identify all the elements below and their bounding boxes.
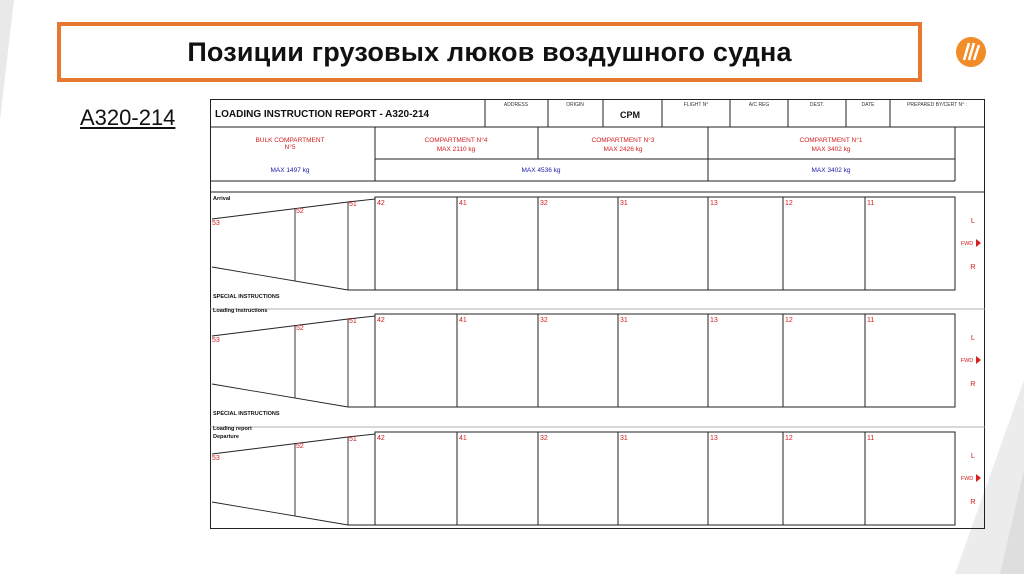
cpm-label: CPM [620, 110, 640, 120]
company-logo-icon [955, 36, 987, 68]
main-hold-outline [375, 314, 955, 407]
position-label: 52 [296, 443, 304, 450]
main-hold-outline [375, 197, 955, 290]
position-label: 11 [867, 435, 875, 442]
slide-title: Позиции грузовых люков воздушного судна [187, 36, 792, 67]
special-instructions-label: SPECIAL INSTRUCTIONS [213, 411, 280, 417]
position-label: 42 [377, 317, 385, 324]
special-instructions-label: SPECIAL INSTRUCTIONS [213, 294, 280, 300]
report-title: LOADING INSTRUCTION REPORT - A320-214 [215, 109, 430, 120]
left-side-label: L [970, 216, 976, 225]
header-field: PREPARED BY/CERT N° : [907, 102, 967, 108]
position-label: 12 [785, 200, 793, 207]
compartment-name: BULK COMPARTMENT [255, 137, 325, 144]
compartment-name: N°5 [284, 144, 296, 151]
position-label: 32 [540, 317, 548, 324]
fwd-label: FWD [960, 241, 974, 247]
position-label: 42 [377, 200, 385, 207]
combined-max: MAX 4536 kg [521, 167, 561, 174]
forward-arrow-icon [976, 356, 981, 364]
left-side-label: L [970, 451, 976, 460]
compartment-max: MAX 2426 kg [603, 146, 643, 153]
header-field: DEST. [809, 102, 825, 108]
position-label: 42 [377, 435, 385, 442]
position-label: 31 [620, 435, 628, 442]
position-label: 53 [212, 220, 220, 227]
fwd-label: FWD [960, 476, 974, 482]
section-label: Loading report [213, 426, 252, 432]
header-field: FLIGHT N° [683, 102, 709, 108]
position-label: 13 [710, 317, 718, 324]
position-label: 12 [785, 435, 793, 442]
main-hold-outline [375, 432, 955, 525]
compartment-max: MAX 3402 kg [811, 146, 851, 153]
position-label: 41 [459, 435, 467, 442]
position-label: 41 [459, 317, 467, 324]
header-field: DATE [861, 102, 875, 108]
position-label: 51 [349, 436, 357, 443]
compartment-max: MAX 2110 kg [436, 146, 476, 153]
fwd-label: FWD [960, 358, 974, 364]
position-label: 41 [459, 200, 467, 207]
header-field: A/C REG [748, 102, 770, 108]
position-label: 11 [867, 200, 875, 207]
position-label: 32 [540, 200, 548, 207]
position-label: 52 [296, 325, 304, 332]
position-label: 12 [785, 317, 793, 324]
combined-max: MAX 3402 kg [811, 167, 851, 174]
bulk-compartment-outline [212, 199, 375, 290]
aircraft-model-label: A320-214 [80, 105, 176, 130]
position-label: 51 [349, 201, 357, 208]
position-label: 13 [710, 435, 718, 442]
right-side-label: R [970, 379, 976, 388]
section-label: Arrival [213, 196, 231, 202]
position-label: 53 [212, 337, 220, 344]
bulk-compartment-outline [212, 434, 375, 525]
position-label: 31 [620, 317, 628, 324]
compartment-name: COMPARTMENT N°4 [424, 137, 488, 144]
compartment-name: COMPARTMENT N°1 [799, 137, 863, 144]
right-side-label: R [970, 262, 976, 271]
forward-arrow-icon [976, 239, 981, 247]
forward-arrow-icon [976, 474, 981, 482]
position-label: 52 [296, 208, 304, 215]
position-label: 11 [867, 317, 875, 324]
slide-title-box [57, 22, 922, 82]
position-label: 13 [710, 200, 718, 207]
section-label: Departure [213, 434, 239, 440]
header-field: ORIGIN [566, 102, 584, 108]
header-field: ADDRESS [503, 102, 529, 108]
position-label: 53 [212, 455, 220, 462]
combined-max: MAX 1497 kg [270, 167, 310, 174]
position-label: 31 [620, 200, 628, 207]
compartment-name: COMPARTMENT N°3 [591, 137, 655, 144]
position-label: 51 [349, 318, 357, 325]
right-side-label: R [970, 497, 976, 506]
loading-instruction-form [210, 99, 985, 529]
position-label: 32 [540, 435, 548, 442]
section-label: Loading instructions [213, 308, 268, 314]
left-side-label: L [970, 333, 976, 342]
bulk-compartment-outline [212, 316, 375, 407]
